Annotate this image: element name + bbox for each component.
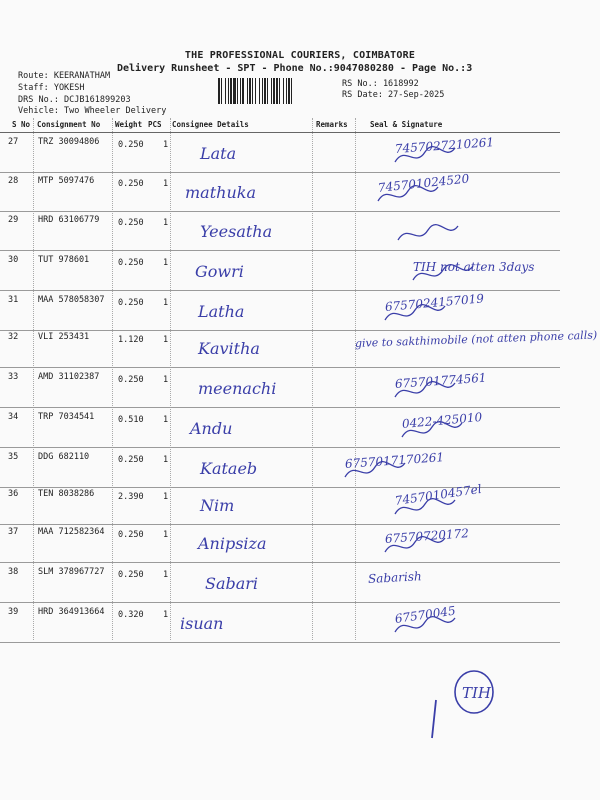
vehicle-label: Vehicle: Two Wheeler Delivery [18,106,167,116]
row-sno: 37 [8,527,19,537]
row-weight: 0.250 [118,258,144,268]
row-consignment-no: MTP 5097476 [38,176,95,186]
row-pcs: 1 [163,218,169,228]
col-seal: Seal & Signature [370,120,443,129]
consignee-handwriting: Lata [200,144,237,163]
consignee-handwriting: Kataeb [200,459,258,478]
signature-scribble [408,258,478,288]
row-pcs: 1 [163,530,169,540]
row-weight: 1.120 [118,335,144,345]
consignee-handwriting: Yeesatha [200,222,273,241]
row-consignment-no: MAA 578058307 [38,295,105,305]
row-pcs: 1 [163,258,169,268]
row-consignment-no: TUT 978601 [38,255,90,265]
row-sno: 35 [8,452,19,462]
consignee-handwriting: Latha [198,302,245,321]
row-pcs: 1 [163,140,169,150]
row-sno: 32 [8,332,19,342]
row-weight: 0.510 [118,415,144,425]
runsheet-title: Delivery Runsheet - SPT - Phone No.:9047080280 - Page No.:3 [117,63,473,74]
company-title: THE PROFESSIONAL COURIERS, COIMBATORE [184,50,416,61]
row-consignment-no: AMD 31102387 [38,372,100,382]
row-weight: 0.250 [118,375,144,385]
signature-scribble [390,492,460,522]
row-consignment-no: TRP 7034541 [38,412,95,422]
row-sno: 28 [8,176,19,186]
row-consignment-no: TEN 8038286 [38,489,95,499]
row-consignment-no: DDG 682110 [38,452,90,462]
row-pcs: 1 [163,570,169,580]
footer-stamp-text: TIH [462,684,492,702]
consignee-handwriting: isuan [180,614,224,633]
table-row [0,522,560,563]
rs-number: RS No.: 1618992 [342,79,419,89]
barcode [217,78,337,104]
seal-signature-handwriting: 6757024157019 [384,291,485,314]
footer-stamp [420,660,520,750]
col-remarks: Remarks [316,120,348,129]
signature-scribble [397,415,467,445]
route-label: Route: KEERANATHAM [18,71,111,81]
row-weight: 2.390 [118,492,144,502]
row-pcs: 1 [163,298,169,308]
col-pcs: PCS [148,120,162,129]
seal-signature-handwriting: 67570720172 [384,526,470,546]
signature-scribble [390,140,460,170]
row-consignment-no: HRD 63106779 [38,215,100,225]
staff-label: Staff: YOKESH [18,83,85,93]
row-weight: 0.250 [118,455,144,465]
row-consignment-no: SLM 378967727 [38,567,105,577]
row-weight: 0.250 [118,530,144,540]
drs-number: DRS No.: DCJB161899203 [18,95,131,105]
signature-scribble [380,530,450,560]
signature-scribble [373,179,443,209]
row-sno: 29 [8,215,19,225]
consignee-handwriting: Andu [190,419,233,438]
row-weight: 0.250 [118,570,144,580]
col-consignment: Consignment No [37,120,101,129]
consignee-handwriting: Anipsiza [198,534,267,553]
seal-signature-handwriting: 7457010457el [394,481,483,508]
row-pcs: 1 [163,492,169,502]
seal-signature-handwriting: 745701024520 [377,171,470,195]
row-sno: 36 [8,489,19,499]
consignee-handwriting: Kavitha [198,339,260,358]
row-pcs: 1 [163,375,169,385]
seal-signature-handwriting: Sabarish [367,569,422,586]
row-consignment-no: MAA 712582364 [38,527,105,537]
consignee-handwriting: Nim [200,496,235,515]
seal-signature-handwriting: 7457027210261 [394,135,495,156]
row-weight: 0.250 [118,140,144,150]
row-pcs: 1 [163,610,169,620]
row-sno: 27 [8,137,19,147]
row-weight: 0.320 [118,610,144,620]
row-pcs: 1 [163,335,169,345]
seal-signature-handwriting: 67570045 [394,603,457,626]
table-row [0,171,560,212]
rs-date: RS Date: 27-Sep-2025 [342,90,445,100]
table-row [0,562,560,603]
row-consignment-no: HRD 364913664 [38,607,105,617]
signature-scribble [393,218,463,248]
col-sno: S No [12,120,31,129]
row-consignment-no: TRZ 30094806 [38,137,100,147]
row-pcs: 1 [163,455,169,465]
row-weight: 0.250 [118,218,144,228]
consignee-handwriting: meenachi [198,379,277,398]
col-consignee: Consignee Details [172,120,249,129]
row-sno: 33 [8,372,19,382]
table-row [0,210,560,251]
row-pcs: 1 [163,179,169,189]
row-weight: 0.250 [118,298,144,308]
seal-signature-handwriting: TIH not atten 3days [413,260,535,274]
consignee-handwriting: Sabari [205,574,259,593]
signature-scribble [390,375,460,405]
seal-signature-handwriting: 6757017170261 [344,450,445,471]
signature-scribble [390,610,460,640]
row-sno: 31 [8,295,19,305]
consignee-handwriting: mathuka [185,183,256,202]
row-sno: 38 [8,567,19,577]
consignee-handwriting: Gowri [195,262,244,281]
seal-signature-handwriting: give to sakthimobile (not atten phone calls) [354,328,598,350]
seal-signature-handwriting: 0422-425010 [401,410,483,431]
row-consignment-no: VLI 253431 [38,332,90,342]
row-sno: 39 [8,607,19,617]
seal-signature-handwriting: 675701774561 [394,370,487,391]
signature-scribble [340,455,410,485]
row-sno: 34 [8,412,19,422]
signature-scribble [380,298,450,328]
table-header [0,118,560,133]
row-weight: 0.250 [118,179,144,189]
row-sno: 30 [8,255,19,265]
col-weight: Weight [115,120,143,129]
row-pcs: 1 [163,415,169,425]
table-row [0,602,560,643]
